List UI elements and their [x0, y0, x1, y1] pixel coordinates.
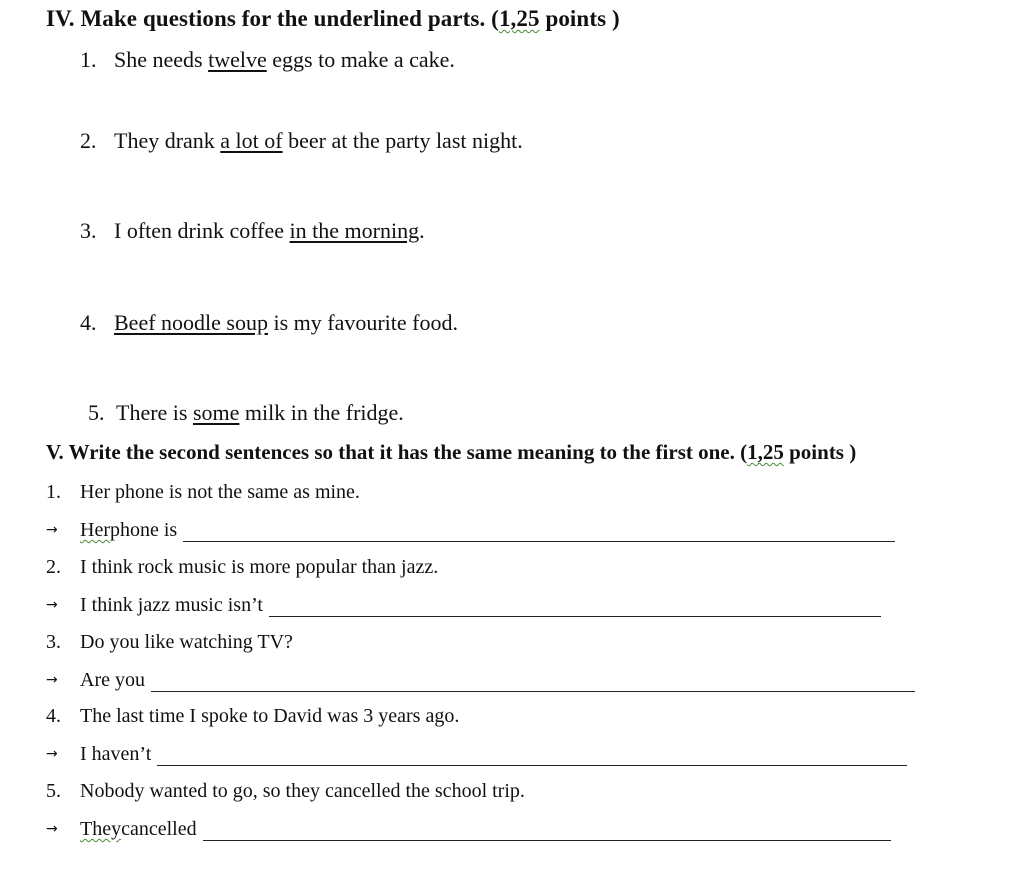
section-5-heading-text: V. Write the second sentences so that it has the same meaning to the first one. (	[46, 440, 748, 464]
answer-blank[interactable]	[183, 521, 895, 542]
question-number: 5.	[88, 400, 105, 425]
arrow-icon: →	[46, 746, 58, 762]
original-sentence: Do you like watching TV?	[80, 631, 293, 653]
question-4-4	[80, 310, 458, 336]
sentence-number: 5.	[46, 780, 61, 802]
original-sentence: I think rock music is more popular than jazz.	[80, 556, 439, 578]
sentence-5-3	[46, 631, 293, 654]
answer-line-4	[46, 742, 907, 766]
original-sentence: Her phone is not the same as mine.	[80, 481, 360, 503]
underlined-part: Beef noodle soup	[114, 310, 268, 335]
question-text-after: .	[419, 218, 425, 243]
question-text-before: She needs	[114, 47, 209, 72]
answer-line-5	[46, 817, 891, 841]
question-4-3	[80, 218, 425, 244]
question-number: 2.	[80, 128, 97, 153]
answer-blank[interactable]	[157, 745, 907, 766]
original-sentence: Nobody wanted to go, so they cancelled the school trip.	[80, 780, 525, 802]
answer-start: I haven’t	[80, 743, 152, 765]
answer-start: I think jazz music isn’t	[80, 594, 263, 616]
question-text-after: is my favourite food.	[267, 310, 458, 335]
sentence-5-2	[46, 556, 438, 579]
answer-blank[interactable]	[269, 596, 881, 617]
question-text-before: They drank	[114, 128, 221, 153]
underlined-part: a lot of	[220, 128, 283, 153]
section-4-points: 1,25	[498, 6, 540, 31]
section-5-heading	[46, 440, 856, 465]
question-4-5	[88, 400, 404, 426]
section-4-heading	[46, 6, 620, 32]
answer-start: Are you	[80, 669, 145, 691]
question-number: 1.	[80, 47, 97, 72]
sentence-5-5	[46, 780, 525, 803]
question-text-before: There is	[116, 400, 193, 425]
arrow-icon: →	[46, 522, 58, 538]
underlined-part: twelve	[208, 47, 267, 72]
question-text-after: eggs to make a cake.	[266, 47, 455, 72]
answer-blank[interactable]	[151, 671, 915, 692]
sentence-5-4	[46, 705, 459, 728]
arrow-icon: →	[46, 597, 58, 613]
section-4-heading-suffix: points )	[539, 6, 620, 31]
underlined-part: some	[192, 400, 240, 425]
answer-blank[interactable]	[203, 820, 891, 841]
sentence-number: 1.	[46, 481, 61, 503]
question-4-1	[80, 47, 455, 73]
answer-start: phone is	[109, 519, 178, 541]
section-5-points: 1,25	[747, 440, 784, 464]
answer-start: cancelled	[121, 818, 197, 840]
answer-start-marked: Her	[80, 519, 110, 541]
section-4-heading-text: IV. Make questions for the underlined parts. (	[46, 6, 499, 31]
underlined-part: in the morning	[289, 218, 420, 243]
question-text-before: I often drink coffee	[114, 218, 290, 243]
question-4-2	[80, 128, 523, 154]
question-number: 3.	[80, 218, 97, 243]
sentence-number: 3.	[46, 631, 61, 653]
sentence-number: 4.	[46, 705, 61, 727]
arrow-icon: →	[46, 821, 58, 837]
question-number: 4.	[80, 310, 97, 335]
sentence-5-1	[46, 481, 360, 504]
answer-line-1	[46, 518, 895, 542]
answer-line-2	[46, 593, 881, 617]
answer-line-3	[46, 668, 915, 692]
sentence-number: 2.	[46, 556, 61, 578]
arrow-icon: →	[46, 672, 58, 688]
answer-start-marked: They	[80, 818, 122, 840]
section-5-heading-suffix: points )	[783, 440, 857, 464]
question-text-after: milk in the fridge.	[239, 400, 404, 425]
question-text-after: beer at the party last night.	[282, 128, 523, 153]
original-sentence: The last time I spoke to David was 3 years ago.	[80, 705, 460, 727]
